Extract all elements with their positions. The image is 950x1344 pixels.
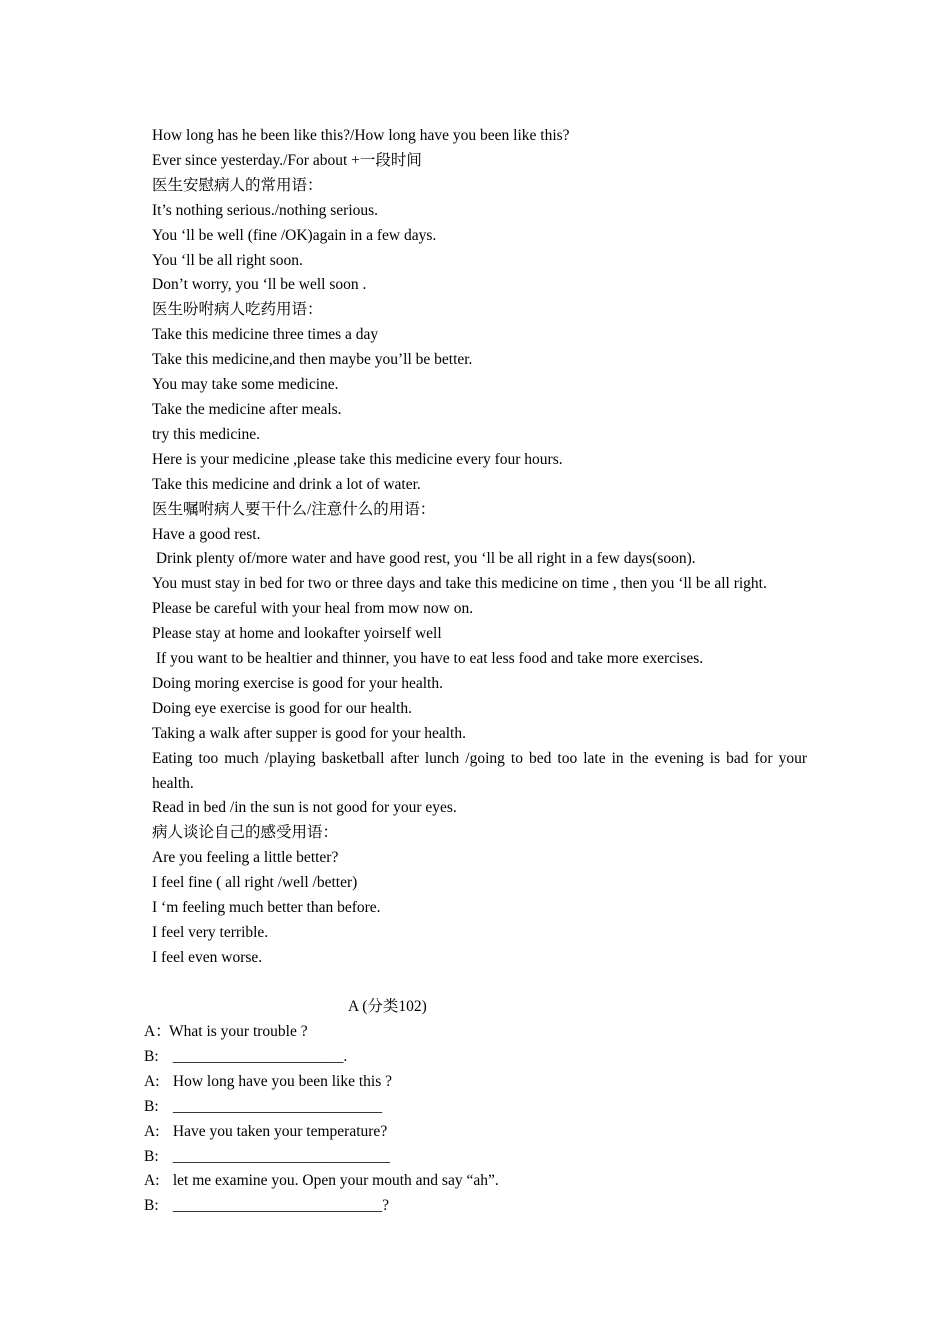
- dialog-text: Have you taken your temperature?: [169, 1122, 388, 1140]
- speaker-label: A:: [144, 1172, 160, 1190]
- text-line: Doing eye exercise is good for our health.: [152, 699, 412, 717]
- answer-blank: ___________________________: [169, 1097, 383, 1115]
- dialog-text: let me examine you. Open your mouth and say “ah”.: [169, 1172, 499, 1190]
- dialog-line: [144, 1120, 804, 1145]
- text-line: I ‘m feeling much better than before.: [152, 899, 381, 917]
- answer-blank: ___________________________?: [169, 1197, 390, 1215]
- text-line: If you want to be healtier and thinner, you have to eat less food and take more exercises.: [152, 650, 704, 668]
- text-line: Taking a walk after supper is good for your health.: [152, 724, 466, 742]
- dialog-line: [144, 1194, 804, 1219]
- text-line: Please stay at home and lookafter yoirself well: [152, 625, 442, 643]
- text-line: Take this medicine,and then maybe you’ll be better.: [152, 351, 473, 369]
- text-line: I feel even worse.: [152, 948, 263, 966]
- text-line: Drink plenty of/more water and have good rest, you ‘ll be all right in a few days(soon).: [152, 550, 696, 568]
- speaker-label: B:: [144, 1197, 159, 1215]
- text-line: Ever since yesterday./For about +一段时间: [152, 151, 422, 169]
- text-line: I feel very terrible.: [152, 924, 269, 941]
- text-line: You must stay in bed for two or three days and take this medicine on time , then you ‘ll be all right.: [152, 575, 767, 593]
- speaker-label: A:: [144, 1122, 160, 1140]
- text-line: It’s nothing serious./nothing serious.: [152, 201, 379, 219]
- text-line: You ‘ll be well (fine /OK)again in a few days.: [152, 226, 437, 244]
- speaker-label: A：: [144, 1023, 171, 1040]
- speaker-label: B:: [144, 1047, 159, 1065]
- text-line: Take this medicine and drink a lot of water.: [152, 475, 421, 493]
- text-line: Read in bed /in the sun is not good for your eyes.: [152, 799, 457, 817]
- phrase-list: [152, 124, 807, 971]
- section-heading: 医生吩咐病人吃药用语：: [152, 301, 323, 319]
- section-heading: 医生嘱咐病人要干什么/注意什么的用语：: [152, 500, 436, 518]
- answer-blank: ____________________________: [169, 1147, 390, 1165]
- dialog-line: [144, 1020, 804, 1045]
- dialog-line: [144, 1169, 804, 1194]
- text-line: You ‘ll be all right soon.: [152, 251, 303, 269]
- dialog-text: What is your trouble ?: [169, 1023, 308, 1040]
- dialog-exercise: [144, 1020, 804, 1219]
- dialog-line: [144, 1070, 804, 1095]
- dialog-section-title: A (分类102): [348, 998, 427, 1015]
- text-line: Are you feeling a little better?: [152, 849, 339, 867]
- text-line: I feel fine ( all right /well /better): [152, 874, 358, 892]
- speaker-label: B:: [144, 1147, 159, 1165]
- section-heading: 病人谈论自己的感受用语：: [152, 824, 339, 842]
- text-line: Don’t worry, you ‘ll be well soon .: [152, 276, 367, 294]
- text-line: Doing moring exercise is good for your health.: [152, 674, 443, 692]
- text-line: Take the medicine after meals.: [152, 400, 342, 418]
- text-line: Please be careful with your heal from mow now on.: [152, 600, 474, 618]
- dialog-text: How long have you been like this ?: [169, 1072, 392, 1090]
- text-line: Have a good rest.: [152, 525, 261, 543]
- text-line: Eating too much /playing basketball after lunch /going to bed too late in the evening is bad for your health.: [152, 749, 807, 792]
- dialog-line: [144, 1095, 804, 1120]
- speaker-label: A:: [144, 1072, 160, 1090]
- section-heading: 医生安慰病人的常用语：: [152, 176, 323, 194]
- dialog-line: [144, 1045, 804, 1070]
- text-line: How long has he been like this?/How long have you been like this?: [152, 127, 570, 144]
- speaker-label: B:: [144, 1097, 159, 1115]
- text-line: try this medicine.: [152, 425, 261, 443]
- text-line: Take this medicine three times a day: [152, 326, 379, 344]
- answer-blank: ______________________.: [169, 1047, 348, 1065]
- dialog-line: [144, 1145, 804, 1170]
- text-line: You may take some medicine.: [152, 376, 339, 394]
- text-line: Here is your medicine ,please take this medicine every four hours.: [152, 450, 563, 468]
